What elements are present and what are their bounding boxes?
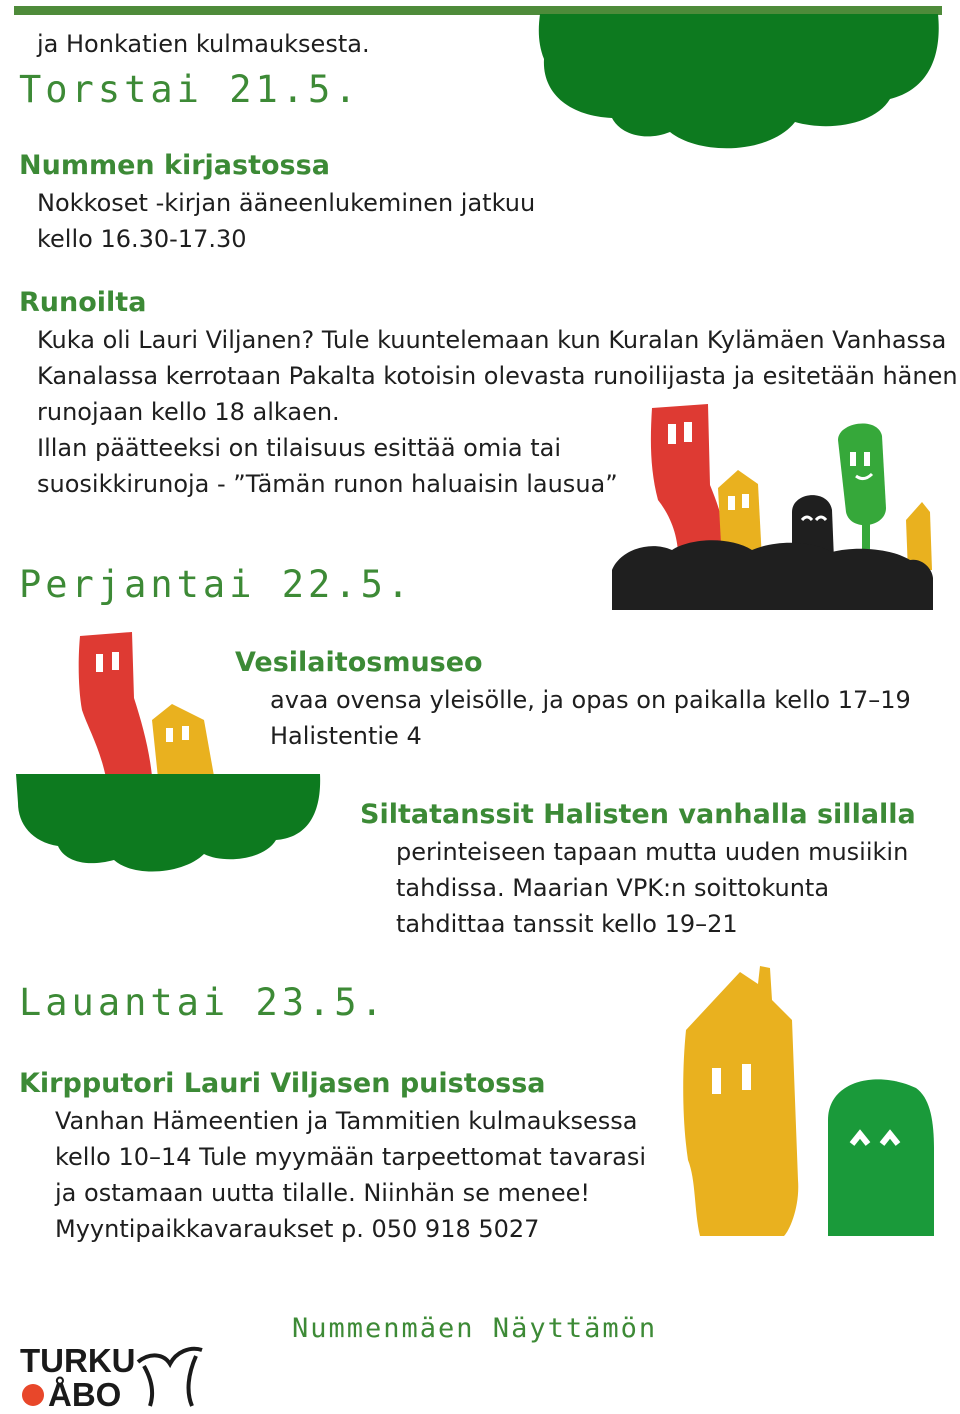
event-title-water-museum: Vesilaitosmuseo (235, 647, 483, 678)
intro-line: ja Honkatien kulmauksesta. (37, 30, 370, 58)
text-line: runojaan kello 18 alkaen. (37, 398, 340, 426)
text-line: tahdissa. Maarian VPK:n soittokunta (396, 874, 830, 902)
footer-title: Nummenmäen Näyttämön (292, 1313, 658, 1344)
text-line: Myyntipaikkavaraukset p. 050 918 5027 (55, 1215, 540, 1243)
turku-abo-logo (20, 1342, 210, 1413)
text-line: Nokkoset -kirjan ääneenlukeminen jatkuu (37, 189, 536, 217)
event-title-poetry-night: Runoilta (19, 287, 147, 318)
text-line: Kanalassa kerrotaan Pakalta kotoisin olevasta runoilijasta ja esitetään hänen (37, 362, 958, 390)
logo-text-turku: TURKU (20, 1342, 136, 1379)
event-title-library: Nummen kirjastossa (19, 150, 330, 181)
text-line: Vanhan Hämeentien ja Tammitien kulmauksessa (55, 1107, 638, 1135)
text-line: Illan päätteeksi on tilaisuus esittää omia tai (37, 434, 562, 462)
text-line: avaa ovensa yleisölle, ja opas on paikalla kello 17–19 (270, 686, 911, 714)
text-line: kello 10–14 Tule myymään tarpeettomat tavarasi (55, 1143, 647, 1171)
event-title-bridge-dance: Siltatanssit Halisten vanhalla sillalla (360, 799, 916, 830)
text-line: perinteiseen tapaan mutta uuden musiikin (396, 838, 909, 866)
logo-text-abo: ÅBO (48, 1376, 122, 1413)
logo-leaf-icon (130, 1344, 210, 1408)
yellow-house-green-ghost-illustration (680, 960, 940, 1242)
event-body-flea-market (55, 1103, 646, 1247)
event-body-library (37, 185, 535, 257)
day-heading-saturday: Lauantai 23.5. (19, 981, 387, 1024)
houses-illustration (610, 400, 935, 612)
event-title-flea-market: Kirpputori Lauri Viljasen puistossa (19, 1068, 546, 1099)
text-line: Kuka oli Lauri Viljanen? Tule kuuntelemaan kun Kuralan Kylämäen Vanhassa (37, 326, 947, 354)
text-line: kello 16.30-17.30 (37, 225, 247, 253)
text-line: ja ostamaan uutta tilalle. Niinhän se menee! (55, 1179, 590, 1207)
day-heading-thursday: Torstai 21.5. (19, 68, 361, 111)
text-line: suosikkirunoja - ”Tämän runon haluaisin lausua” (37, 470, 618, 498)
event-body-water-museum (270, 682, 911, 754)
day-heading-friday: Perjantai 22.5. (19, 563, 414, 606)
event-body-bridge-dance (396, 834, 908, 942)
green-cloud-illustration (530, 14, 950, 164)
logo-dot (22, 1384, 44, 1406)
text-line: Halistentie 4 (270, 722, 422, 750)
text-line: tahdittaa tanssit kello 19–21 (396, 910, 738, 938)
